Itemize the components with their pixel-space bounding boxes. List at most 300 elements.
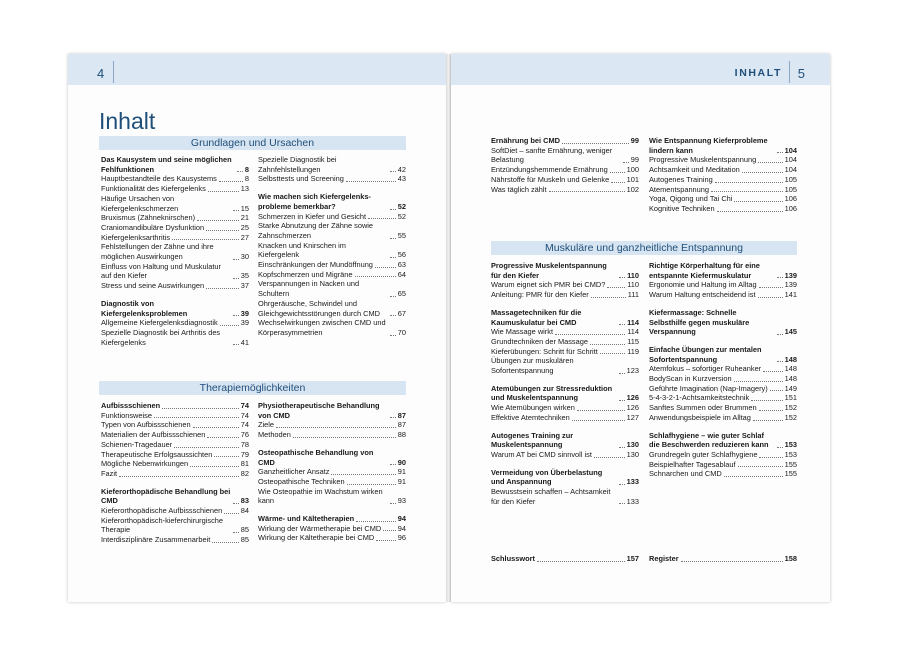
toc-page-number: 55: [397, 230, 406, 240]
toc-page-number: 15: [240, 203, 249, 213]
toc-entry[interactable]: [491, 165, 639, 175]
toc-entry-title: Sanftes Summen oder Brummen: [649, 403, 757, 413]
toc-page-number: 83: [240, 496, 249, 506]
toc-page-number: 153: [784, 440, 797, 450]
toc-column: [101, 401, 249, 553]
toc-entry[interactable]: [101, 450, 249, 460]
toc-entry[interactable]: [649, 413, 797, 423]
toc-entry[interactable]: [649, 194, 797, 204]
dot-leader: [717, 211, 783, 212]
toc-entry-title: Schnarchen und CMD: [649, 469, 722, 479]
dot-leader: [681, 561, 783, 562]
toc-entry-title: Was täglich zählt: [491, 184, 547, 194]
toc-entry-title: Osteopathische Behandlung von CMD: [258, 447, 374, 467]
toc-entry[interactable]: [258, 155, 406, 174]
toc-entry[interactable]: [101, 411, 249, 421]
toc-page-number: 119: [627, 346, 639, 356]
toc-page-number: 30: [240, 252, 249, 262]
toc-entry-title: Wie Osteopathie im Wachstum wirken kann: [258, 486, 383, 506]
toc-page-number: 79: [240, 449, 249, 459]
toc-page-number: 70: [397, 327, 406, 337]
toc-entry[interactable]: [491, 487, 639, 506]
toc-entry-title: Anleitung: PMR für den Kiefer: [491, 290, 589, 300]
toc-entry[interactable]: [101, 262, 249, 281]
toc-entry[interactable]: [101, 233, 249, 243]
toc-chapter[interactable]: [649, 431, 797, 450]
toc-entry[interactable]: [649, 460, 797, 470]
toc-entry-title: Häufige Ursachen von Kiefergelenkschmerzen: [101, 193, 179, 213]
toc-page-number: 64: [397, 269, 406, 279]
toc-chapter[interactable]: [491, 308, 639, 327]
toc-page-number: 105: [784, 184, 797, 194]
toc-page-number: 110: [627, 270, 639, 280]
toc-entry-title: Schlusswort: [491, 554, 535, 563]
dot-leader: [276, 427, 396, 428]
toc-page-number: 145: [784, 327, 797, 337]
toc-entry[interactable]: [101, 459, 249, 469]
dot-leader: [356, 521, 396, 522]
dot-leader: [220, 325, 239, 326]
toc-chapter[interactable]: [101, 299, 249, 318]
toc-entry-title: Schlafhygiene – wie guter Schlaf die Beschwerden reduzieren kann: [649, 430, 769, 450]
toc-entry[interactable]: [101, 281, 249, 291]
dot-leader: [777, 152, 783, 153]
toc-chapter[interactable]: [491, 468, 639, 487]
toc-entry-title: Einfache Übungen zur mentalen Sofortentspannung: [649, 344, 762, 364]
toc-entry-title: Materialien der Aufbissschienen: [101, 430, 206, 440]
section-banner: Muskuläre und ganzheitliche Entspannung: [491, 241, 797, 255]
dot-leader: [219, 181, 243, 182]
toc-page-number: 41: [240, 337, 249, 347]
toc-entry-title: Atemfokus – sofortiger Ruheanker: [649, 364, 762, 374]
toc-entry-title: Kognitive Techniken: [649, 203, 715, 213]
dot-leader: [759, 287, 783, 288]
toc-entry[interactable]: [491, 347, 639, 357]
toc-group: [491, 308, 639, 376]
toc-entry[interactable]: [258, 524, 406, 534]
dot-leader: [742, 172, 783, 173]
toc-page-number: 115: [627, 336, 639, 346]
toc-page-number: 106: [784, 194, 797, 204]
toc-entry-title: Physiotherapeutische Behandlung von CMD: [258, 401, 380, 420]
toc-entry-title: Diagnostik von Kiefergelenksproblemen: [101, 298, 188, 318]
toc-page-number: 56: [397, 250, 406, 260]
toc-page-number: 85: [240, 525, 249, 535]
toc-entry[interactable]: [491, 185, 639, 195]
dot-leader: [390, 503, 396, 504]
toc-entry[interactable]: [101, 440, 249, 450]
toc-entry-title: Atementspannung: [649, 184, 709, 194]
dot-leader: [555, 334, 625, 335]
toc-page-number: 123: [626, 366, 639, 376]
toc-entry[interactable]: [649, 290, 797, 300]
toc-entry[interactable]: [649, 469, 797, 479]
toc-page-number: 111: [627, 290, 639, 300]
toc-group: [491, 554, 639, 564]
toc-entry[interactable]: [101, 242, 249, 261]
toc-chapter[interactable]: [491, 554, 639, 564]
dot-leader: [233, 344, 239, 345]
dot-leader: [611, 182, 624, 183]
toc-entry-title: Therapeutische Erfolgsaussichten: [101, 449, 213, 459]
toc-entry[interactable]: [649, 393, 797, 403]
dot-leader: [233, 210, 239, 211]
dot-leader: [577, 410, 625, 411]
dot-leader: [759, 457, 782, 458]
toc-entry[interactable]: [491, 337, 639, 347]
toc-entry[interactable]: [101, 328, 249, 347]
toc-entry[interactable]: [101, 516, 249, 535]
toc-column: [258, 401, 406, 551]
dot-leader: [233, 259, 239, 260]
dot-leader: [758, 162, 782, 163]
page-title: Inhalt: [99, 108, 156, 134]
toc-page-number: 39: [240, 318, 249, 328]
dot-leader: [711, 191, 783, 192]
toc-entry[interactable]: [258, 533, 406, 543]
dot-leader: [237, 171, 243, 172]
toc-entry-title: Autogenes Training zur Muskelentspannung: [491, 430, 574, 450]
toc-chapter[interactable]: [258, 192, 406, 211]
toc-entry-title: Schmerzen in Kiefer und Gesicht: [258, 211, 367, 221]
dot-leader: [600, 353, 625, 354]
dot-leader: [777, 447, 783, 448]
toc-page-number: 148: [784, 374, 797, 384]
dot-leader: [233, 315, 239, 316]
toc-entry[interactable]: [649, 185, 797, 195]
toc-entry-title: Spezielle Diagnostik bei Zahnfehlstellungen: [258, 155, 337, 174]
section-banner: Grundlagen und Ursachen: [99, 136, 406, 150]
toc-page-number: 158: [784, 554, 797, 563]
toc-page-number: 126: [626, 403, 639, 413]
toc-entry[interactable]: [258, 270, 406, 280]
header-divider: [113, 61, 114, 83]
toc-entry[interactable]: [491, 290, 639, 300]
toc-entry-title: Übungen zur muskulären Sofortentspannung: [491, 356, 574, 376]
dot-leader: [375, 267, 396, 268]
dot-leader: [355, 276, 396, 277]
toc-entry[interactable]: [258, 487, 406, 506]
toc-entry-title: Effektive Atemtechniken: [491, 412, 570, 422]
toc-entry-title: Selbsttests und Screening: [258, 174, 344, 184]
toc-entry-title: Einschränkungen der Mundöffnung: [258, 260, 373, 270]
toc-page-number: 94: [397, 514, 406, 524]
dot-leader: [346, 181, 396, 182]
dot-leader: [751, 400, 782, 401]
toc-entry[interactable]: [258, 430, 406, 440]
toc-entry-title: Methoden: [258, 430, 291, 440]
toc-entry-title: Wechselwirkungen zwischen CMD und Körperasymmetrien: [258, 318, 386, 337]
toc-group: [101, 487, 249, 545]
toc-page-number: 153: [784, 449, 797, 459]
toc-page-number: 21: [240, 213, 249, 223]
toc-entry[interactable]: [649, 175, 797, 185]
toc-entry[interactable]: [491, 327, 639, 337]
toc-chapter[interactable]: [649, 554, 797, 564]
toc-column: [491, 554, 639, 572]
toc-entry-title: Kieferorthopädische Behandlung bei CMD: [101, 486, 231, 506]
toc-page-number: 74: [240, 410, 249, 420]
toc-entry[interactable]: [258, 299, 406, 318]
toc-page-number: 8: [244, 174, 249, 184]
toc-entry-title: Wie machen sich Kiefergelenks-probleme bemerkbar?: [258, 192, 371, 211]
toc-entry-title: Warum AT bei CMD sinnvoll ist: [491, 449, 592, 459]
toc-page-number: 100: [626, 165, 639, 175]
toc-entry-title: Richtige Körperhaltung für eine entspannte Kiefermuskulatur: [649, 261, 760, 280]
toc-entry-title: Warum Haltung entscheidend ist: [649, 290, 756, 300]
toc-entry[interactable]: [491, 356, 639, 375]
dot-leader: [715, 182, 783, 183]
toc-page-number: 87: [397, 410, 406, 420]
toc-column: [258, 155, 406, 346]
toc-entry[interactable]: [101, 420, 249, 430]
toc-group: [258, 155, 406, 184]
toc-entry[interactable]: [101, 469, 249, 479]
toc-entry[interactable]: [491, 450, 639, 460]
toc-entry[interactable]: [258, 477, 406, 487]
toc-chapter[interactable]: [649, 261, 797, 280]
toc-entry-title: Das Kausystem und seine möglichen Fehlfunktionen: [101, 155, 232, 174]
dot-leader: [619, 373, 625, 374]
toc-entry-title: Wirkung der Wärmetherapie bei CMD: [258, 523, 382, 533]
toc-entry[interactable]: [649, 384, 797, 394]
toc-entry-title: Aufbissschienen: [101, 401, 161, 410]
toc-page-number: 39: [240, 308, 249, 318]
dot-leader: [206, 230, 239, 231]
toc-page-number: 81: [240, 459, 249, 469]
toc-entry[interactable]: [101, 535, 249, 545]
toc-page-number: 35: [240, 271, 249, 281]
dot-leader: [208, 191, 239, 192]
toc-chapter[interactable]: [258, 448, 406, 467]
toc-entry-title: Kieferorthopädisch-kieferchirurgische Therapie: [101, 515, 224, 535]
toc-page-number: 149: [784, 383, 797, 393]
dot-leader: [770, 390, 783, 391]
toc-page-number: 127: [626, 412, 639, 422]
toc-entry[interactable]: [101, 430, 249, 440]
toc-entry[interactable]: [258, 221, 406, 240]
toc-chapter[interactable]: [101, 487, 249, 506]
toc-page-number: 148: [784, 364, 797, 374]
toc-page-number: 139: [784, 270, 797, 280]
toc-entry-title: BodyScan in Kurzversion: [649, 374, 732, 384]
toc-page-number: 141: [784, 290, 797, 300]
toc-page-number: 139: [784, 280, 797, 290]
toc-page-number: 67: [397, 308, 406, 318]
toc-column: [491, 136, 639, 202]
toc-chapter[interactable]: [258, 401, 406, 420]
toc-group: [491, 136, 639, 194]
toc-page-number: 130: [626, 449, 639, 459]
toc-entry-title: Kieferübungen: Schritt für Schritt: [491, 346, 598, 356]
toc-entry-title: Stress und seine Auswirkungen: [101, 281, 205, 291]
toc-group: [101, 299, 249, 348]
toc-page-number: 74: [240, 401, 249, 410]
dot-leader: [777, 361, 783, 362]
section-banner: Therapiemöglichkeiten: [99, 381, 406, 395]
toc-entry[interactable]: [258, 420, 406, 430]
dot-leader: [610, 172, 625, 173]
toc-page-number: 37: [240, 281, 249, 291]
toc-page-number: 102: [626, 184, 639, 194]
dot-leader: [777, 277, 783, 278]
toc-entry[interactable]: [649, 450, 797, 460]
toc-page-number: 94: [397, 523, 406, 533]
toc-entry-title: Osteopathische Techniken: [258, 476, 345, 486]
toc-entry-title: Kiefermassage: Schnelle Selbsthilfe gegen muskuläre Verspannung: [649, 307, 750, 337]
toc-chapter[interactable]: [101, 401, 249, 411]
dot-leader: [162, 408, 239, 409]
toc-entry[interactable]: [258, 260, 406, 270]
toc-page-number: 157: [626, 554, 639, 563]
toc-chapter[interactable]: [649, 308, 797, 337]
dot-leader: [174, 447, 239, 448]
toc-entry[interactable]: [101, 194, 249, 213]
toc-page-number: 114: [627, 327, 639, 337]
toc-entry-title: Wie Massage wirkt: [491, 327, 554, 337]
dot-leader: [172, 239, 239, 240]
toc-group: [491, 468, 639, 507]
toc-entry-title: Beispielhafter Tagesablauf: [649, 459, 736, 469]
dot-leader: [590, 344, 625, 345]
dot-leader: [738, 466, 783, 467]
dot-leader: [233, 503, 239, 504]
toc-entry-title: Fazit: [101, 468, 118, 478]
toc-chapter[interactable]: [491, 261, 639, 280]
toc-entry[interactable]: [101, 318, 249, 328]
toc-group: [258, 448, 406, 506]
toc-entry[interactable]: [649, 155, 797, 165]
toc-page-number: 99: [630, 155, 639, 165]
toc-entry[interactable]: [101, 213, 249, 223]
toc-entry-title: Autogenes Training: [649, 174, 713, 184]
dot-leader: [154, 417, 239, 418]
dot-leader: [390, 171, 396, 172]
toc-page-number: 105: [784, 174, 797, 184]
toc-entry-title: Warum eignet sich PMR bei CMD?: [491, 280, 606, 290]
toc-entry[interactable]: [258, 174, 406, 184]
toc-entry[interactable]: [649, 204, 797, 214]
toc-entry[interactable]: [258, 241, 406, 260]
toc-page-number: 114: [627, 317, 639, 327]
toc-group: [491, 384, 639, 423]
toc-entry[interactable]: [258, 467, 406, 477]
toc-chapter[interactable]: [491, 136, 639, 146]
toc-entry-title: Spezielle Diagnostik bei Arthritis des Kiefergelenks: [101, 327, 221, 347]
dot-leader: [777, 334, 783, 335]
toc-entry-title: Progressive Muskelentspannung: [649, 155, 757, 165]
toc-chapter[interactable]: [101, 155, 249, 174]
toc-group: [491, 431, 639, 460]
toc-page-number: 90: [397, 457, 406, 467]
dot-leader: [759, 410, 783, 411]
toc-page-number: 88: [397, 430, 406, 440]
dot-leader: [212, 542, 239, 543]
page-number: 4: [97, 66, 105, 81]
toc-entry-title: Einfluss von Haltung und Muskulatur auf den Kiefer: [101, 261, 221, 281]
toc-entry-title: Fehlstellungen der Zähne und ihre möglichen Auswirkungen: [101, 242, 214, 262]
toc-entry-title: Wärme- und Kältetherapien: [258, 514, 355, 524]
toc-entry[interactable]: [101, 506, 249, 516]
toc-entry[interactable]: [258, 318, 406, 337]
toc-entry[interactable]: [649, 280, 797, 290]
page-header-band: [68, 54, 446, 85]
dot-leader: [549, 191, 625, 192]
toc-page-number: 151: [784, 393, 797, 403]
dot-leader: [347, 484, 396, 485]
toc-entry-title: Ziele: [258, 420, 275, 430]
toc-page-number: 27: [240, 232, 249, 242]
toc-page-number: 85: [240, 535, 249, 545]
toc-entry-title: Bewusstsein schaffen – Achtsamkeit für den Kiefer: [491, 487, 611, 506]
toc-entry[interactable]: [649, 165, 797, 175]
dot-leader: [562, 143, 629, 144]
toc-entry[interactable]: [101, 174, 249, 184]
toc-entry[interactable]: [491, 403, 639, 413]
dot-leader: [376, 540, 396, 541]
dot-leader: [193, 427, 239, 428]
toc-entry-title: Kiefergelenksarthritis: [101, 232, 171, 242]
toc-entry-title: Kieferorthopädische Aufbissschienen: [101, 506, 223, 516]
toc-group: [649, 136, 797, 214]
dot-leader: [619, 447, 625, 448]
toc-entry[interactable]: [491, 280, 639, 290]
dot-leader: [724, 476, 783, 477]
toc-entry-title: Verspannungen in Nacken und Schultern: [258, 279, 360, 299]
toc-chapter[interactable]: [649, 136, 797, 155]
toc-chapter[interactable]: [491, 384, 639, 403]
toc-group: [258, 401, 406, 440]
toc-entry-title: Atemübungen zur Stressreduktion und Muskelentspannung: [491, 383, 613, 403]
toc-entry[interactable]: [491, 146, 639, 165]
toc-entry[interactable]: [649, 364, 797, 374]
toc-page-number: 96: [397, 533, 406, 543]
toc-entry-title: Entzündungshemmende Ernährung: [491, 165, 608, 175]
toc-page-number: 101: [626, 174, 639, 184]
toc-page-number: 82: [240, 468, 249, 478]
header-divider: [789, 61, 790, 83]
toc-entry-title: Schienen-Tragedauer: [101, 439, 173, 449]
toc-entry[interactable]: [649, 403, 797, 413]
toc-group: [649, 308, 797, 337]
dot-leader: [537, 561, 625, 562]
toc-entry[interactable]: [258, 212, 406, 222]
toc-page-number: 63: [397, 260, 406, 270]
toc-entry[interactable]: [491, 413, 639, 423]
toc-page-number: 91: [397, 476, 406, 486]
toc-entry-title: Nährstoffe für Muskeln und Gelenke: [491, 174, 610, 184]
dot-leader: [119, 476, 239, 477]
toc-entry[interactable]: [491, 175, 639, 185]
dot-leader: [331, 474, 395, 475]
toc-group: [649, 261, 797, 300]
dot-leader: [619, 277, 625, 278]
toc-page-number: 74: [240, 420, 249, 430]
toc-entry[interactable]: [649, 374, 797, 384]
toc-chapter[interactable]: [491, 431, 639, 450]
toc-chapter[interactable]: [649, 345, 797, 364]
toc-entry-title: Geführte Imagination (Nap-Imagery): [649, 383, 768, 393]
toc-page-number: 106: [784, 203, 797, 213]
toc-entry[interactable]: [101, 223, 249, 233]
toc-chapter[interactable]: [258, 514, 406, 524]
toc-page-number: 52: [397, 211, 406, 221]
toc-entry[interactable]: [101, 184, 249, 194]
toc-group: [649, 345, 797, 423]
toc-entry[interactable]: [258, 279, 406, 298]
toc-page-number: 155: [784, 459, 797, 469]
toc-page-number: 42: [397, 164, 406, 174]
